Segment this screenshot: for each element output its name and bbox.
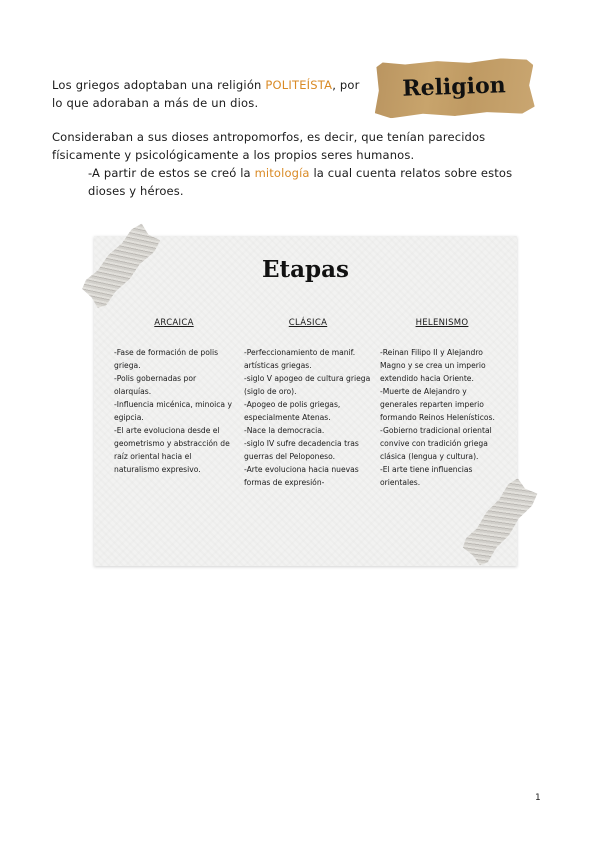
list-item: -El arte evoluciona desde el geometrismo y abstracción de raíz oriental hacia el naturalismo expresivo. — [114, 426, 230, 474]
list-item: -Fase de formación de polis griega. — [114, 348, 219, 370]
list-item: -Nace la democracia. — [244, 426, 325, 435]
politeista-highlight: POLITEÍSTA — [265, 78, 333, 92]
anthropomorphic-paragraph: Consideraban a sus dioses antropomorfos, es decir, que tenían parecidos físicamente y psicológicamente a los propios seres humanos. — [52, 130, 486, 162]
page-number: 1 — [535, 793, 541, 803]
intro-text-start: Los griegos adoptaban una religión — [52, 78, 266, 92]
mythology-text-start: -A partir de estos se creó la — [88, 166, 255, 180]
column-arcaica — [114, 318, 234, 476]
list-item: -Polis gobernadas por olarquías. — [114, 374, 197, 396]
list-item: -siglo IV sufre decadencia tras guerras del Peloponeso. — [244, 439, 359, 461]
column-heading: HELENISMO — [415, 318, 469, 328]
mythology-text-end: la cual cuenta relatos sobre estos dioses y héroes. — [88, 166, 513, 198]
list-item: -Apogeo de polis griegas, especialmente Atenas. — [244, 400, 341, 422]
mythology-highlight: mitología — [254, 166, 310, 180]
list-item: -Gobierno tradicional oriental convive con tradición griega clásica (lengua y cultura). — [380, 426, 492, 461]
stages-card — [94, 236, 517, 566]
list-item: -El arte tiene influencias orientales. — [380, 465, 473, 487]
column-helenismo — [380, 318, 504, 489]
column-clasica — [244, 318, 372, 489]
page-title: Religion — [401, 72, 507, 102]
mythology-paragraph — [88, 164, 548, 200]
list-item: -Reinan Filipo II y Alejandro Magno y se crea un imperio extendido hacia Oriente. — [380, 348, 486, 383]
list-item: -Perfeccionamiento de manif. artísticas griegas. — [244, 348, 356, 370]
list-item: -Influencia micénica, minoica y egipcia. — [114, 400, 232, 422]
column-heading: ARCAICA — [154, 318, 194, 328]
intro-text-end: , por lo que adoraban a más de un dios. — [52, 78, 360, 110]
intro-text — [52, 76, 362, 112]
list-item: -Muerte de Alejandro y generales reparten imperio formando Reinos Helenísticos. — [380, 387, 495, 422]
stages-title: Etapas — [262, 256, 349, 283]
list-item: -Arte evoluciona hacia nuevas formas de expresión- — [244, 465, 359, 487]
list-item: -siglo V apogeo de cultura griega (siglo de oro). — [244, 374, 371, 396]
column-heading: CLÁSICA — [288, 318, 328, 328]
